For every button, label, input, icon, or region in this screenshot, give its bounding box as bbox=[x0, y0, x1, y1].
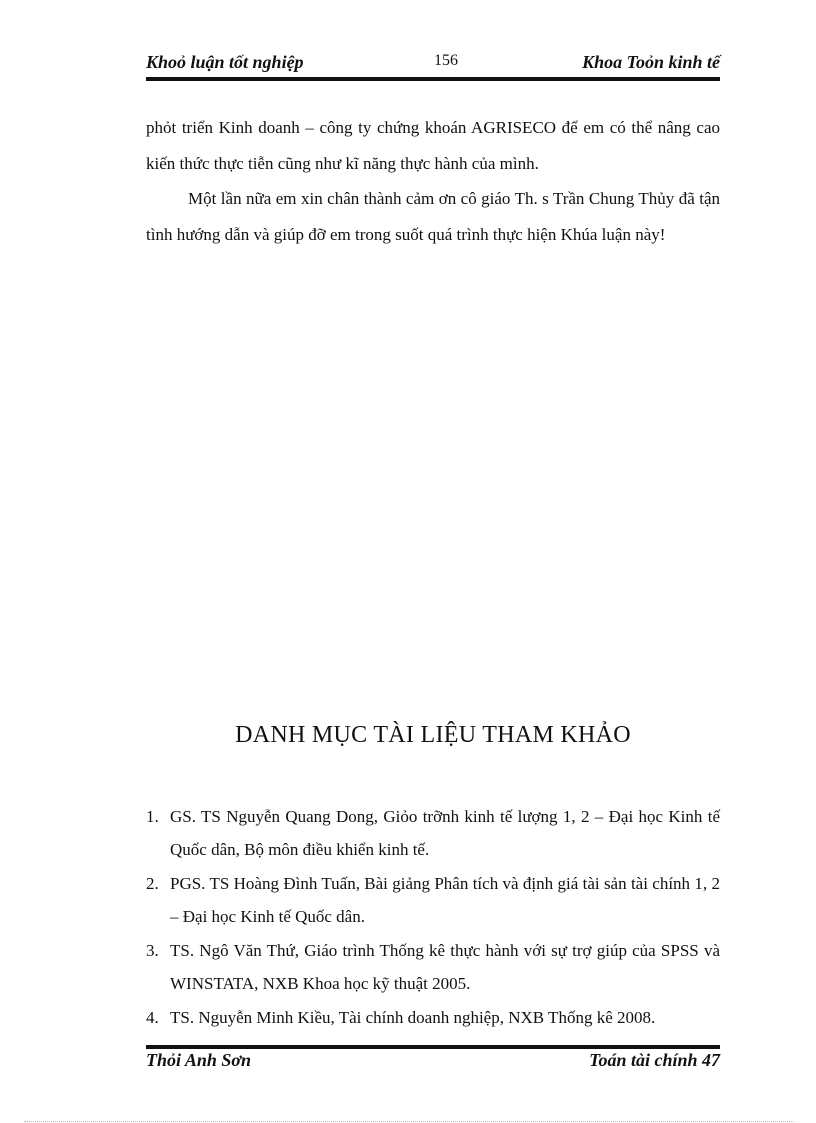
footer-divider bbox=[146, 1045, 720, 1049]
reference-text: TS. Nguyễn Minh Kiều, Tài chính doanh nghiệp, NXB Thống kê 2008. bbox=[170, 1008, 656, 1027]
reference-item bbox=[146, 867, 720, 933]
reference-number: 1. bbox=[146, 807, 159, 826]
reference-text: TS. Ngô Văn Thứ, Giáo trình Thống kê thực hành với sự trợ giúp của SPSS và WINSTATA, NXB Khoa học kỹ thuật 2005. bbox=[170, 941, 720, 993]
reference-text: GS. TS Nguyễn Quang Dong, Giỏo trỡnh kinh tế lượng 1, 2 – Đại học Kinh tế Quốc dân, Bộ môn điều khiển kinh tế. bbox=[170, 807, 720, 859]
header-thesis-label: Khoỏ luận tốt nghiệp bbox=[146, 52, 304, 72]
references-list bbox=[146, 800, 720, 1035]
header-faculty-label: Khoa Toỏn kinh tế bbox=[582, 52, 720, 72]
reference-item bbox=[146, 800, 720, 866]
acknowledgement-text bbox=[146, 110, 720, 252]
page-footer bbox=[146, 1050, 720, 1074]
header-divider bbox=[146, 77, 720, 81]
page-edge bbox=[24, 1121, 794, 1122]
header-page-number: 156 bbox=[434, 52, 458, 69]
page-header bbox=[146, 50, 720, 76]
reference-item bbox=[146, 934, 720, 1000]
references-title: DANH MỤC TÀI LIỆU THAM KHẢO bbox=[235, 722, 631, 748]
footer-author: Thỏi Anh Sơn bbox=[146, 1050, 252, 1070]
body-paragraph-1: phỏt triển Kinh doanh – công ty chứng khoán AGRISECO để em có thể nâng cao kiến thức thực tiễn cũng như kĩ năng thực hành của mình. bbox=[146, 118, 720, 173]
reference-number: 3. bbox=[146, 941, 159, 960]
body-paragraph-2: Một lần nữa em xin chân thành cảm ơn cô giáo Th. s Trần Chung Thủy đã tận tình hướng dẫn và giúp đỡ em trong suốt quá trình thực hiện Khúa luận này! bbox=[146, 189, 720, 244]
reference-text: PGS. TS Hoàng Đình Tuấn, Bài giảng Phân tích và định giá tài sản tài chính 1, 2 – Đại học Kinh tế Quốc dân. bbox=[170, 874, 720, 926]
reference-number: 2. bbox=[146, 874, 159, 893]
reference-number: 4. bbox=[146, 1008, 159, 1027]
reference-item bbox=[146, 1001, 720, 1034]
footer-class: Toán tài chính 47 bbox=[589, 1050, 720, 1070]
